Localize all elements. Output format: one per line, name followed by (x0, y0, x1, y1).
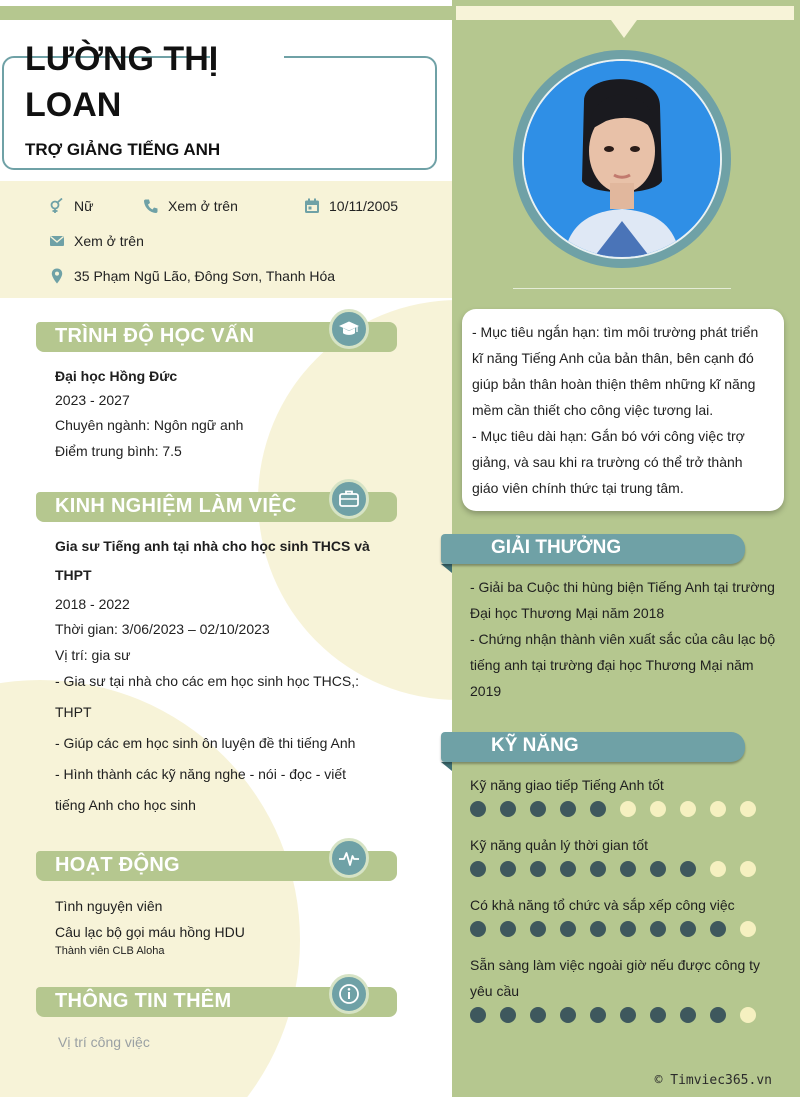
skill-dot-empty (710, 861, 726, 877)
heartbeat-icon (329, 838, 369, 878)
section-title: KINH NGHIỆM LÀM VIỆC (55, 495, 297, 517)
skill-rating (470, 1007, 756, 1023)
gender-value: Nữ (74, 198, 94, 214)
activity-item: Tình nguyện viên (55, 898, 163, 914)
skill-dot-filled (530, 801, 546, 817)
email-value: Xem ở trên (74, 233, 144, 249)
education-major: Chuyên ngành: Ngôn ngữ anh (55, 417, 244, 433)
skill-dot-filled (590, 801, 606, 817)
experience-section-header (36, 492, 397, 522)
skill-dot-empty (710, 801, 726, 817)
skill-dot-filled (500, 921, 516, 937)
contact-email (49, 233, 144, 249)
activity-item: Câu lạc bộ gọi máu hồng HDU (55, 924, 245, 940)
graduation-cap-icon (329, 309, 369, 349)
skill-dot-filled (500, 801, 516, 817)
contact-gender (49, 198, 93, 214)
skill-dot-empty (740, 1007, 756, 1023)
skill-dot-filled (470, 801, 486, 817)
info-icon (329, 974, 369, 1014)
skill-dot-filled (470, 1007, 486, 1023)
skill-dot-filled (590, 861, 606, 877)
skill-dot-filled (500, 861, 516, 877)
education-years: 2023 - 2027 (55, 392, 130, 408)
skill-dot-empty (620, 801, 636, 817)
experience-job-title: Gia sư Tiếng anh tại nhà cho học sinh THCS và (55, 538, 370, 554)
skill-name: Kỹ năng giao tiếp Tiếng Anh tốt (470, 777, 664, 793)
job-title: TRỢ GIẢNG TIẾNG ANH (25, 140, 221, 159)
experience-bullet-cont: tiếng Anh cho học sinh (55, 797, 196, 813)
skill-dot-filled (650, 1007, 666, 1023)
skills-section-header (441, 732, 745, 762)
experience-period: Thời gian: 3/06/2023 – 02/10/2023 (55, 621, 270, 637)
skill-dot-filled (710, 921, 726, 937)
skill-dot-filled (590, 1007, 606, 1023)
skill-dot-filled (560, 1007, 576, 1023)
skill-dot-filled (680, 921, 696, 937)
profile-photo (524, 61, 720, 257)
skill-rating (470, 861, 756, 877)
skill-dot-filled (560, 801, 576, 817)
award-item: - Chứng nhận thành viên xuất sắc của câu lạc bộ tiếng anh tại trường đại học Thương Mại năm 2019 (470, 631, 776, 699)
experience-job-title-cont: THPT (55, 567, 92, 583)
more-info-placeholder: Vị trí công việc (58, 1034, 150, 1050)
skill-dot-empty (680, 801, 696, 817)
skill-dot-empty (740, 921, 756, 937)
section-title: TRÌNH ĐỘ HỌC VẤN (55, 325, 255, 347)
skill-dot-filled (530, 921, 546, 937)
skill-dot-filled (560, 921, 576, 937)
experience-bullet-cont: THPT (55, 704, 92, 720)
skill-rating (470, 801, 756, 817)
education-section-header (36, 322, 397, 352)
gender-icon (49, 198, 65, 214)
skill-dot-filled (680, 861, 696, 877)
skill-name: Sẵn sàng làm việc ngoài giờ nếu được công ty yêu cầu (470, 957, 761, 999)
candidate-name: LƯỜNG THỊ LOAN (25, 40, 219, 124)
ribbon-fold (441, 762, 452, 771)
top-accent-bar (0, 6, 452, 20)
skill-dot-filled (530, 1007, 546, 1023)
experience-years: 2018 - 2022 (55, 596, 130, 612)
skill-dot-filled (620, 921, 636, 937)
section-title: HOẠT ĐỘNG (55, 854, 180, 876)
envelope-icon (49, 233, 65, 249)
skill-dot-filled (500, 1007, 516, 1023)
section-title: KỸ NĂNG (491, 735, 579, 756)
skill-dot-filled (620, 861, 636, 877)
skill-dot-filled (680, 1007, 696, 1023)
education-gpa: Điểm trung bình: 7.5 (55, 443, 182, 459)
skill-dot-filled (650, 921, 666, 937)
experience-position: Vị trí: gia sư (55, 647, 131, 663)
contact-address (49, 268, 335, 284)
award-item: - Giải ba Cuộc thi hùng biện Tiếng Anh tại trường Đại học Thương Mại năm 2018 (470, 579, 775, 621)
skill-dot-filled (590, 921, 606, 937)
skill-rating (470, 921, 756, 937)
briefcase-icon (329, 479, 369, 519)
objective-short-term: - Mục tiêu ngắn hạn: tìm môi trường phát triển kĩ năng Tiếng Anh của bản thân, bên cạnh đó giúp bản thân hoàn thiện thêm những kĩ năng mềm cần thiết cho công việc tương lai. (472, 324, 759, 418)
birthdate-value: 10/11/2005 (329, 198, 399, 214)
experience-bullet: - Giúp các em học sinh ôn luyện đề thi tiếng Anh (55, 735, 356, 751)
education-school: Đại học Hồng Đức (55, 368, 178, 384)
skill-dot-empty (740, 801, 756, 817)
career-objective-card (462, 309, 784, 511)
address-value: 35 Phạm Ngũ Lão, Đông Sơn, Thanh Hóa (74, 268, 336, 284)
top-accent-bar (456, 6, 794, 20)
experience-bullet: - Hình thành các kỹ năng nghe - nói - đọc - viết (55, 766, 347, 782)
phone-value: Xem ở trên (168, 198, 238, 214)
contact-birthdate (304, 198, 398, 214)
skill-name: Kỹ năng quản lý thời gian tốt (470, 837, 649, 853)
section-title: GIẢI THƯỞNG (491, 537, 622, 558)
ribbon-fold (441, 564, 452, 573)
skill-dot-filled (530, 861, 546, 877)
objective-long-term: - Mục tiêu dài hạn: Gắn bó với công việc trợ giảng, và sau khi ra trường có thể trở thành giáo viên chính thức tại trung tâm. (472, 428, 745, 496)
awards-section-header (441, 534, 745, 564)
calendar-icon (304, 198, 320, 214)
experience-bullet: - Gia sư tại nhà cho các em học sinh học THCS,: (55, 673, 360, 689)
skill-dot-filled (470, 921, 486, 937)
activity-item: Thành viên CLB Aloha (55, 945, 165, 957)
watermark: © Timviec365.vn (654, 1073, 772, 1088)
skill-dot-filled (620, 1007, 636, 1023)
skill-dot-filled (650, 861, 666, 877)
top-notch-decoration (611, 20, 637, 38)
skill-dot-empty (650, 801, 666, 817)
section-title: THÔNG TIN THÊM (55, 990, 232, 1012)
contact-phone (143, 198, 238, 214)
more-info-section-header (36, 987, 397, 1017)
location-pin-icon (49, 268, 65, 284)
divider (513, 288, 731, 289)
phone-icon (143, 198, 159, 214)
activities-section-header (36, 851, 397, 881)
skill-dot-filled (710, 1007, 726, 1023)
skill-dot-filled (470, 861, 486, 877)
skill-name: Có khả năng tổ chức và sắp xếp công việc (470, 897, 735, 913)
skill-dot-empty (740, 861, 756, 877)
skill-dot-filled (560, 861, 576, 877)
